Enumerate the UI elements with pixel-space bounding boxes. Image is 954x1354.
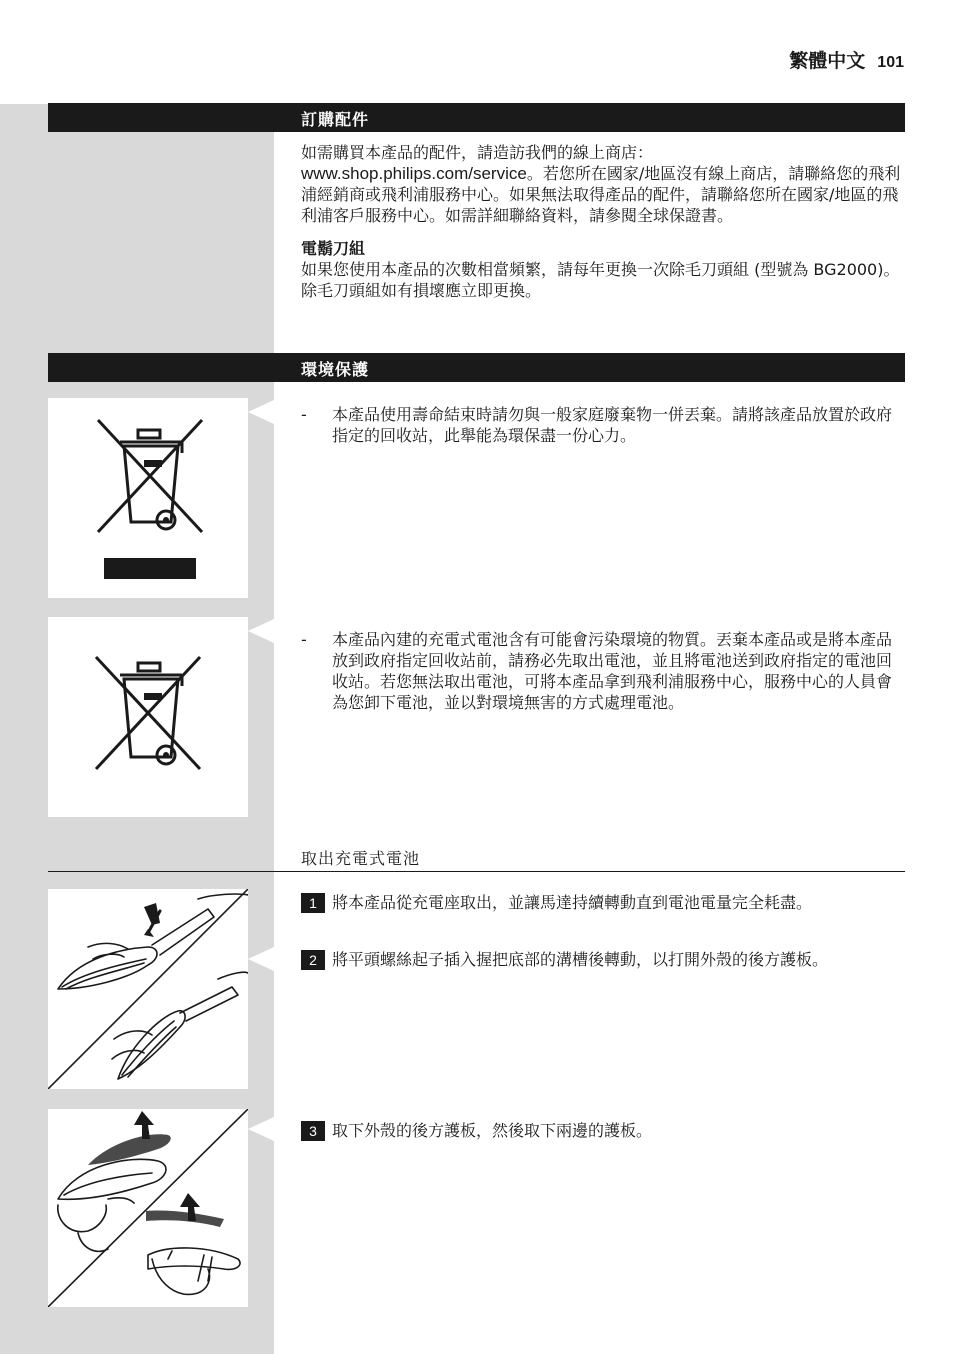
accessories-details: 。若您所在國家/地區沒有線上商店，請聯絡您的飛利浦經銷商或飛利浦服務中心。如果無法取得產品的配件，請聯絡您所在國家/地區的飛利浦客戶服務中心。如需詳細聯絡資料，請參閱全球保證書。 — [301, 164, 901, 225]
section-title-accessories: 訂購配件 — [301, 110, 370, 129]
environment-bullet-1 — [301, 404, 906, 446]
section-bar-accessories — [48, 103, 905, 132]
page-header — [789, 46, 904, 73]
step-1 — [301, 892, 906, 913]
shaving-unit-paragraph: 如果您使用本產品的次數相當頻繁，請每年更換一次除毛刀頭組 (型號為 BG2000)。除毛刀頭組如有損壞應立即更換。 — [301, 260, 900, 300]
figure-panel-3 — [48, 889, 248, 1089]
figure-pointer-3 — [248, 947, 274, 971]
step-text: 將本產品從充電座取出，並讓馬達持續轉動直到電池電量完全耗盡。 — [332, 893, 813, 912]
accessories-body — [301, 142, 906, 301]
figure-panel-2 — [48, 617, 248, 817]
bullet-1-text: 本產品使用壽命結束時請勿與一般家庭廢棄物一併丟棄。請將該產品放置於政府指定的回收站，此舉能為環保盡一份心力。 — [332, 405, 893, 445]
section-title-environment: 環境保護 — [301, 360, 370, 379]
step-2 — [301, 949, 906, 970]
header-language: 繁體中文 — [789, 50, 866, 72]
crossed-out-wheelie-bin-icon — [48, 398, 248, 598]
step-number-badge: 2 — [301, 950, 325, 970]
page-number: 101 — [877, 54, 904, 71]
step-text: 取下外殼的後方護板，然後取下兩邊的護板。 — [332, 1121, 653, 1140]
section-rule — [48, 871, 905, 872]
bullet-dash: - — [301, 405, 307, 424]
step-number-badge: 3 — [301, 1121, 325, 1141]
step-number-badge: 1 — [301, 893, 325, 913]
bullet-dash: - — [301, 630, 307, 649]
environment-bullet-2 — [301, 629, 906, 713]
accessories-intro: 如需購買本產品的配件，請造訪我們的線上商店： — [301, 143, 654, 162]
figure-panel-1 — [48, 398, 248, 598]
accessories-paragraph — [301, 142, 906, 226]
shaver-screwdriver-illustration — [48, 889, 248, 1089]
figure-panel-4 — [48, 1109, 248, 1307]
figure-pointer-2 — [248, 619, 274, 643]
figure-pointer-1 — [248, 400, 274, 424]
figure-pointer-4 — [248, 1117, 274, 1141]
step-3 — [301, 1120, 906, 1141]
shaving-unit-heading: 電鬍刀組 — [301, 239, 366, 258]
bullet-2-text: 本產品內建的充電式電池含有可能會污染環境的物質。丟棄本產品或是將本產品放到政府指定回收站前，請務必先取出電池，並且將電池送到政府指定的電池回收站。若您無法取出電池，可將本產品拿到飛利浦服務中心，服務中心的人員會為您卸下電池，並以對環境無害的方式處理電池。 — [332, 630, 893, 712]
section-bar-environment — [48, 353, 905, 382]
shaver-panel-removal-illustration — [48, 1109, 248, 1307]
shop-url: www.shop.philips.com/service — [301, 164, 527, 183]
step-text: 將平頭螺絲起子插入握把底部的溝槽後轉動，以打開外殼的後方護板。 — [332, 950, 829, 969]
crossed-out-wheelie-bin-icon — [48, 617, 248, 817]
section-title-battery-removal: 取出充電式電池 — [301, 849, 421, 868]
